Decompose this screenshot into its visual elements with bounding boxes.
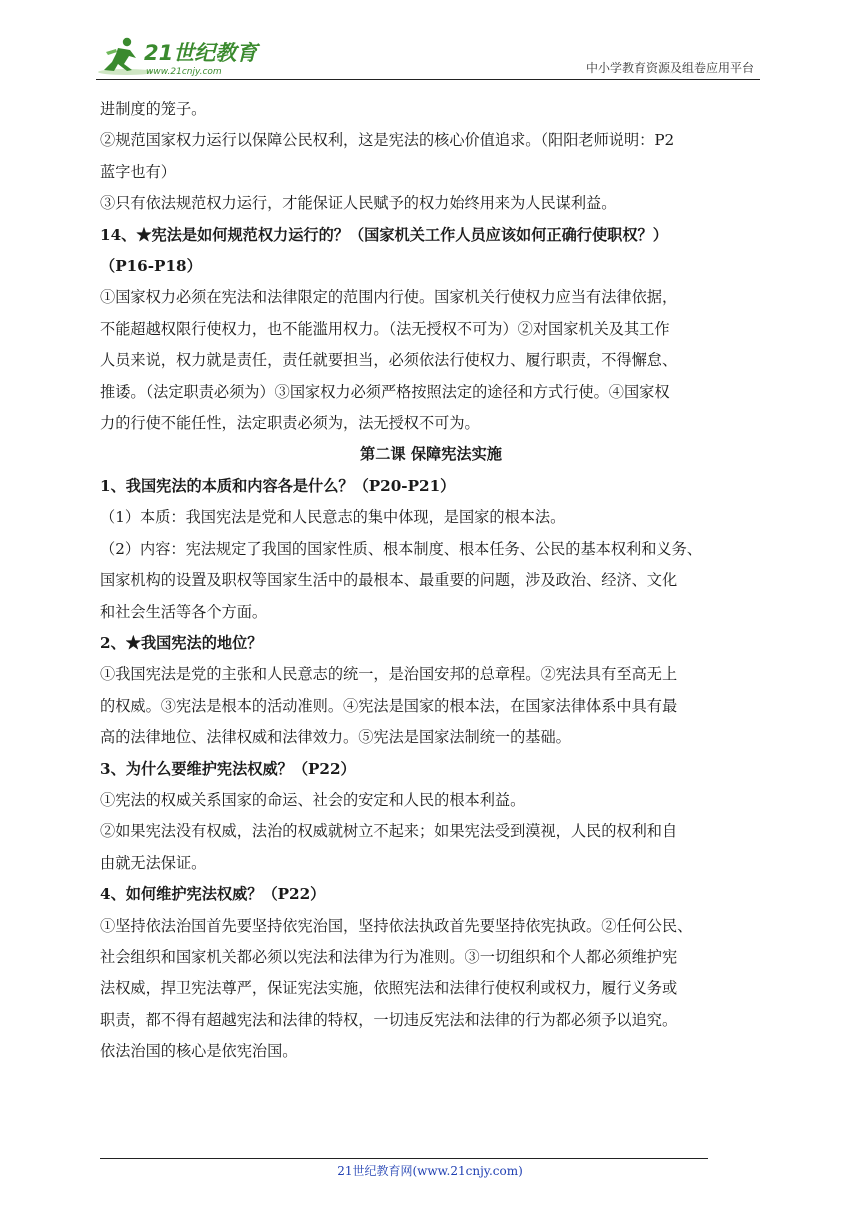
- question-heading: 3、为什么要维护宪法权威？（P22）: [100, 759, 356, 778]
- body-line: ①我国宪法是党的主张和人民意志的统一，是治国安邦的总章程。②宪法具有至高无上: [100, 665, 678, 684]
- body-line: ①国家权力必须在宪法和法律限定的范围内行使。国家机关行使权力应当有法律依据，: [100, 288, 678, 307]
- footer-link[interactable]: 21世纪教育网(www.21cnjy.com): [337, 1164, 523, 1178]
- body-line: 依法治国的核心是依宪治国。: [100, 1042, 298, 1061]
- body-line: 不能超越权限行使权力，也不能滥用权力。（法无授权不可为）②对国家机关及其工作: [100, 319, 670, 338]
- body-line: （1）本质：我国宪法是党和人民意志的集中体现，是国家的根本法。: [100, 508, 566, 527]
- question-heading: （P16-P18）: [100, 257, 202, 276]
- site-logo[interactable]: [96, 34, 266, 78]
- body-line: （2）内容：宪法规定了我国的国家性质、根本制度、根本任务、公民的基本权利和义务、: [100, 539, 702, 558]
- svg-text:21世纪教育: 21世纪教育: [144, 41, 258, 65]
- question-heading: 14、★宪法是如何规范权力运行的？（国家机关工作人员应该如何正确行使职权？）: [100, 225, 668, 244]
- body-line: 职责，都不得有超越宪法和法律的特权，一切违反宪法和法律的行为都必须予以追究。: [100, 1010, 678, 1029]
- header-divider: [96, 79, 760, 80]
- body-line: 进制度的笼子。: [100, 100, 207, 118]
- body-line: ②如果宪法没有权威，法治的权威就树立不起来；如果宪法受到漠视，人民的权利和自: [100, 822, 678, 841]
- body-line: ②规范国家权力运行以保障公民权利，这是宪法的核心价值追求。（阳阳老师说明：P2: [100, 131, 675, 150]
- body-line: 高的法律地位、法律权威和法律效力。⑤宪法是国家法制统一的基础。: [100, 728, 571, 747]
- body-line: 推诿。（法定职责必须为）③国家权力必须严格按照法定的途径和方式行使。④国家权: [100, 382, 670, 401]
- running-figure-icon: [96, 34, 266, 78]
- svg-text:www.21cnjy.com: www.21cnjy.com: [146, 67, 222, 77]
- body-line: 由就无法保证。: [100, 853, 207, 872]
- platform-name: 中小学教育资源及组卷应用平台: [585, 61, 754, 75]
- body-line: 国家机构的设置及职权等国家生活中的最根本、最重要的问题，涉及政治、经济、文化: [100, 571, 678, 590]
- body-line: ①坚持依法治国首先要坚持依宪治国，坚持依法执政首先要坚持依宪执政。②任何公民、: [100, 916, 693, 935]
- body-line: 蓝字也有）: [100, 162, 176, 181]
- question-heading: 2、★我国宪法的地位？: [100, 633, 263, 652]
- body-line: 的权威。③宪法是根本的活动准则。④宪法是国家的根本法，在国家法律体系中具有最: [100, 696, 678, 715]
- body-line: 人员来说，权力就是责任，责任就要担当，必须依法行使权力、履行职责，不得懈怠、: [100, 351, 678, 370]
- footer-divider: [100, 1158, 708, 1159]
- body-line: 力的行使不能任性，法定职责必须为，法无授权不可为。: [100, 414, 480, 433]
- lesson-title: 第二课 保障宪法实施: [360, 445, 502, 464]
- document-body: [100, 94, 762, 1068]
- body-line: 社会组织和国家机关都必须以宪法和法律为行为准则。③一切组织和个人都必须维护宪: [100, 947, 678, 966]
- body-line: ③只有依法规范权力运行，才能保证人民赋予的权力始终用来为人民谋利益。: [100, 194, 617, 213]
- body-line: ①宪法的权威关系国家的命运、社会的安定和人民的根本利益。: [100, 790, 526, 809]
- question-heading: 4、如何维护宪法权威？（P22）: [100, 885, 326, 904]
- body-line: 法权威，捍卫宪法尊严，保证宪法实施，依照宪法和法律行使权利或权力，履行义务或: [100, 979, 678, 998]
- page-header: [96, 28, 760, 80]
- question-heading: 1、我国宪法的本质和内容各是什么？（P20-P21）: [100, 476, 456, 495]
- body-line: 和社会生活等各个方面。: [100, 602, 268, 621]
